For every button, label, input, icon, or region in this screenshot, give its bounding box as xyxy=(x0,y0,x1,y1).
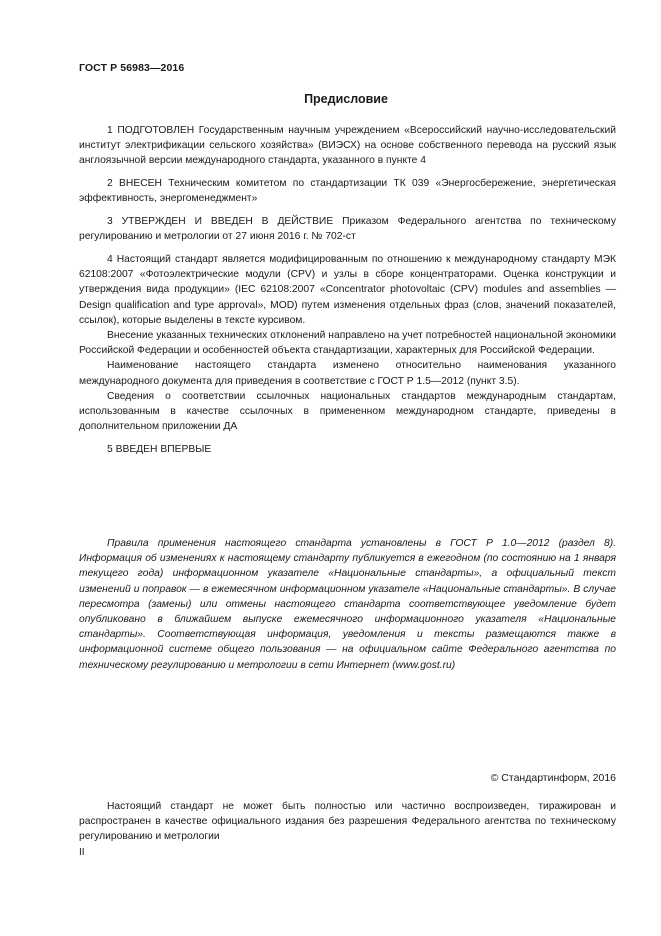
section-5-text: 5 ВВЕДЕН ВПЕРВЫЕ xyxy=(107,444,212,455)
standard-code-header: ГОСТ Р 56983—2016 xyxy=(79,62,185,74)
copyright-line: © Стандартинформ, 2016 xyxy=(490,772,616,784)
reproduction-notice xyxy=(79,799,616,845)
section-4-paragraph-2: Внесение указанных технических отклонений направлено на учет потребностей национальной экономики Российской Федерации и особенностей объекта стандартизации, характерных для Российской Федерации. xyxy=(79,330,616,357)
section-4 xyxy=(79,252,616,434)
page-title: Предисловие xyxy=(304,92,388,106)
reproduction-text: Настоящий стандарт не может быть полностью или частично воспроизведен, тиражирован и распространен в качестве официального издания без разрешения Федерального агентства по техническому регулированию и метрологии xyxy=(79,801,616,843)
page-number: II xyxy=(79,847,85,858)
application-rules-notice xyxy=(79,536,616,673)
section-3-text: 3 УТВЕРЖДЕН И ВВЕДЕН В ДЕЙСТВИЕ Приказом Федерального агентства по техническому регулированию и метрологии от 27 июня 2016 г. № 702-ст xyxy=(79,216,616,243)
section-1 xyxy=(79,123,616,169)
section-4-paragraph-4: Сведения о соответствии ссылочных национальных стандартов международным стандартам, использованным в качестве ссылочных в примененном международном стандарте, приведены в дополнительном приложении ДА xyxy=(79,390,616,433)
section-5 xyxy=(79,442,616,457)
section-4-paragraph-1: 4 Настоящий стандарт является модифицированным по отношению к международному стандарту МЭК 62108:2007 «Фотоэлектрические модули (CPV) и узлы в сборе концентраторами. Оценка конструкции и утверждения вида продукции» (IEC 62108:2007 «Concentrator photovoltaic (CPV) modules and assemblies — Design qualification and type approval», MOD) путем изменения отдельных фраз (слов, значений показателей, ссылок), которые выделены в тексте курсивом. xyxy=(79,254,616,326)
section-4-paragraph-3: Наименование настоящего стандарта изменено относительно наименования указанного международного документа для приведения в соответствие с ГОСТ Р 1.5—2012 (пункт 3.5). xyxy=(79,360,616,387)
section-1-text: 1 ПОДГОТОВЛЕН Государственным научным учреждением «Всероссийский научно-исследовательский институт электрификации сельского хозяйства» (ВИЭСХ) на основе собственного перевода на русский язык англоязычной версии международного стандарта, указанного в пункте 4 xyxy=(79,125,616,167)
section-2-text: 2 ВНЕСЕН Техническим комитетом по стандартизации ТК 039 «Энергосбережение, энергетическая эффективность, энергоменеджмент» xyxy=(79,178,616,205)
notice-text: Правила применения настоящего стандарта установлены в ГОСТ Р 1.0—2012 (раздел 8). Информация об изменениях к настоящему стандарту публикуется в ежегодном (по состоянию на 1 января текущего года) информационном указателе «Национальные стандарты», а официальный текст изменений и поправок — в ежемесячном информационном указателе «Национальные стандарты». В случае пересмотра (замены) или отмены настоящего стандарта соответствующее уведомление будет опубликовано в ближайшем выпуске ежемесячного информационного указателя «Национальные стандарты». Соответствующая информация, уведомления и тексты размещаются также в информационной системе общего пользования — на официальном сайте Федерального агентства по техническому регулированию и метрологии в сети Интернет (www.gost.ru) xyxy=(79,538,616,671)
section-3 xyxy=(79,214,616,244)
section-2 xyxy=(79,176,616,206)
